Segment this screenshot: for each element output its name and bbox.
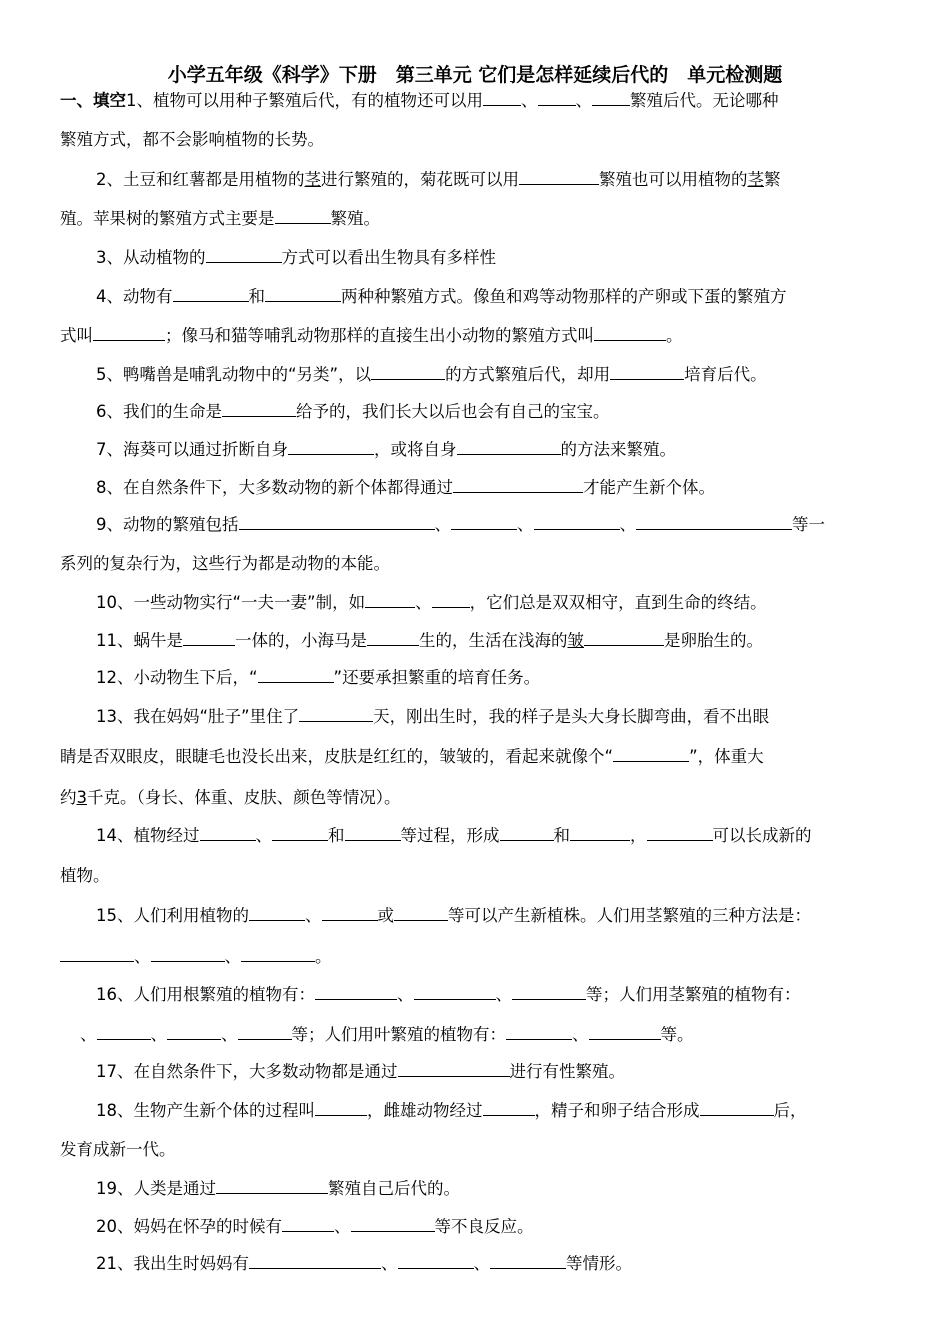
answer-blank (519, 168, 599, 185)
answer-blank (414, 983, 496, 1000)
question-18-line-2: 发育成新一代。 (60, 1140, 176, 1159)
question-14-line-1: 14、植物经过 、 和 等过程，形成 和 ， 可以长成新的 (96, 826, 812, 845)
question-8: 8、在自然条件下，大多数动物的新个体都得通过 才能产生新个体。 (96, 478, 715, 497)
answer-blank (483, 1099, 535, 1116)
answer-blank (345, 824, 401, 841)
answer-blank (216, 1177, 328, 1194)
question-15-line-1: 15、人们利用植物的 、 或 等可以产生新植株。人们用茎繁殖的三种方法是： (96, 906, 811, 925)
answer-blank (398, 1252, 474, 1269)
answer-blank (299, 705, 373, 722)
question-4-line-1: 4、动物有 和 两种种繁殖方式。像鱼和鸡等动物那样的产卵或下蛋的繁殖方 (96, 287, 787, 306)
answer-blank (483, 89, 521, 106)
answer-blank (512, 983, 586, 1000)
question-9-line-1: 9、动物的繁殖包括 、 、 、 等一 (96, 515, 825, 534)
question-19: 19、人类是通过 繁殖自己后代的。 (96, 1179, 460, 1198)
question-13-line-1: 13、我在妈妈“肚子”里住了 天，刚出生时，我的样子是头大身长脚弯曲，看不出眼 (96, 707, 770, 726)
question-15-line-2: 、 、 。 (60, 945, 332, 968)
answer-blank (506, 1023, 572, 1040)
answer-blank (275, 207, 331, 224)
answer-blank (288, 438, 374, 455)
question-7: 7、海葵可以通过折断自身 ，或将自身 的方法来繁殖。 (96, 440, 676, 459)
question-17: 17、在自然条件下，大多数动物都是通过 进行有性繁殖。 (96, 1062, 625, 1081)
answer-blank (93, 324, 165, 341)
answer-blank (432, 591, 470, 608)
answer-blank (151, 945, 225, 962)
answer-blank (490, 1252, 566, 1269)
answer-blank (584, 629, 664, 646)
question-1-line-2: 繁殖方式，都不会影响植物的长势。 (60, 130, 324, 149)
answer-blank (173, 285, 249, 302)
answer-blank (700, 1099, 774, 1116)
answer-blank (249, 1252, 381, 1269)
answer-blank (282, 1215, 334, 1232)
answer-blank (534, 513, 620, 530)
question-6: 6、我们的生命是 给予的，我们长大以后也会有自己的宝宝。 (96, 402, 610, 421)
answer-blank (589, 1023, 661, 1040)
question-20: 20、妈妈在怀孕的时候有 、 等不良反应。 (96, 1217, 534, 1236)
answer-blank (265, 285, 341, 302)
question-11: 11、蜗牛是 一体的，小海马是 生的，生活在浅海的皱 是卵胎生的。 (96, 631, 763, 650)
answer-blank (636, 513, 792, 530)
answer-blank (594, 324, 666, 341)
answer-blank (315, 1099, 367, 1116)
answer-blank (398, 1060, 510, 1077)
answer-blank (613, 745, 689, 762)
answer-blank (239, 513, 435, 530)
worksheet-title: 小学五年级《科学》下册 第三单元 它们是怎样延续后代的 单元检测题 (167, 64, 783, 86)
answer-blank (365, 591, 415, 608)
question-16-line-2: 、 、 、 等；人们用叶繁殖的植物有： 、 等。 (80, 1025, 694, 1044)
question-13-line-3: 约3千克。（身长、体重、皮肤、颜色等情况）。 (60, 788, 401, 807)
answer-blank (647, 824, 713, 841)
section-label: 一、填空 (60, 91, 126, 110)
answer-blank (60, 945, 134, 962)
question-3: 3、从动植物的 方式可以看出生物具有多样性 (96, 248, 496, 267)
answer-blank (167, 1023, 221, 1040)
answer-blank (238, 1023, 292, 1040)
answer-blank (538, 89, 576, 106)
answer-blank (500, 824, 554, 841)
answer-blank (451, 513, 517, 530)
answer-blank (371, 363, 445, 380)
question-10: 10、一些动物实行“一夫一妻”制，如 、 ，它们总是双双相守，直到生命的终结。 (96, 593, 767, 612)
answer-blank (200, 824, 256, 841)
answer-blank (206, 246, 282, 263)
question-18-line-1: 18、生物产生新个体的过程叫 ，雌雄动物经过 ，精子和卵子结合形成 后， (96, 1101, 807, 1120)
answer-blank (322, 904, 378, 921)
answer-blank (97, 1023, 151, 1040)
answer-blank (367, 629, 419, 646)
question-13-line-2: 睛是否双眼皮，眼睫毛也没长出来，皮肤是红红的，皱皱的，看起来就像个“ ”，体重大 (60, 747, 764, 766)
answer-blank (315, 983, 397, 1000)
question-2-line-2: 殖。苹果树的繁殖方式主要是 繁殖。 (60, 209, 380, 228)
question-12: 12、小动物生下后，“ ”还要承担繁重的培育任务。 (96, 668, 541, 687)
question-5: 5、鸭嘴兽是哺乳动物中的“另类”，以 的方式繁殖后代，却用 培育后代。 (96, 365, 767, 384)
answer-blank (351, 1215, 435, 1232)
answer-blank (570, 824, 630, 841)
answer-blank (241, 945, 315, 962)
answer-blank (453, 476, 583, 493)
answer-blank (610, 363, 684, 380)
question-9-line-2: 系列的复杂行为，这些行为都是动物的本能。 (60, 554, 390, 573)
answer-blank (592, 89, 630, 106)
answer-blank (272, 824, 328, 841)
answer-blank (222, 400, 296, 417)
answer-blank (249, 904, 305, 921)
answer-blank (394, 904, 448, 921)
question-2-line-1: 2、土豆和红薯都是用植物的茎进行繁殖的，菊花既可以用 繁殖也可以用植物的茎繁 (96, 170, 781, 189)
question-4-line-2: 式叫 ；像马和猫等哺乳动物那样的直接生出小动物的繁殖方式叫 。 (60, 326, 683, 345)
answer-blank (258, 666, 334, 683)
question-1-line-1: 一、填空1、植物可以用种子繁殖后代，有的植物还可以用 、 、 繁殖后代。无论哪种 (60, 91, 779, 110)
question-16-line-1: 16、人们用根繁殖的植物有： 、 、 等；人们用茎繁殖的植物有： (96, 985, 801, 1004)
question-14-line-2: 植物。 (60, 866, 110, 885)
question-21: 21、我出生时妈妈有 、 、 等情形。 (96, 1254, 632, 1273)
answer-blank (457, 438, 561, 455)
answer-blank (183, 629, 235, 646)
